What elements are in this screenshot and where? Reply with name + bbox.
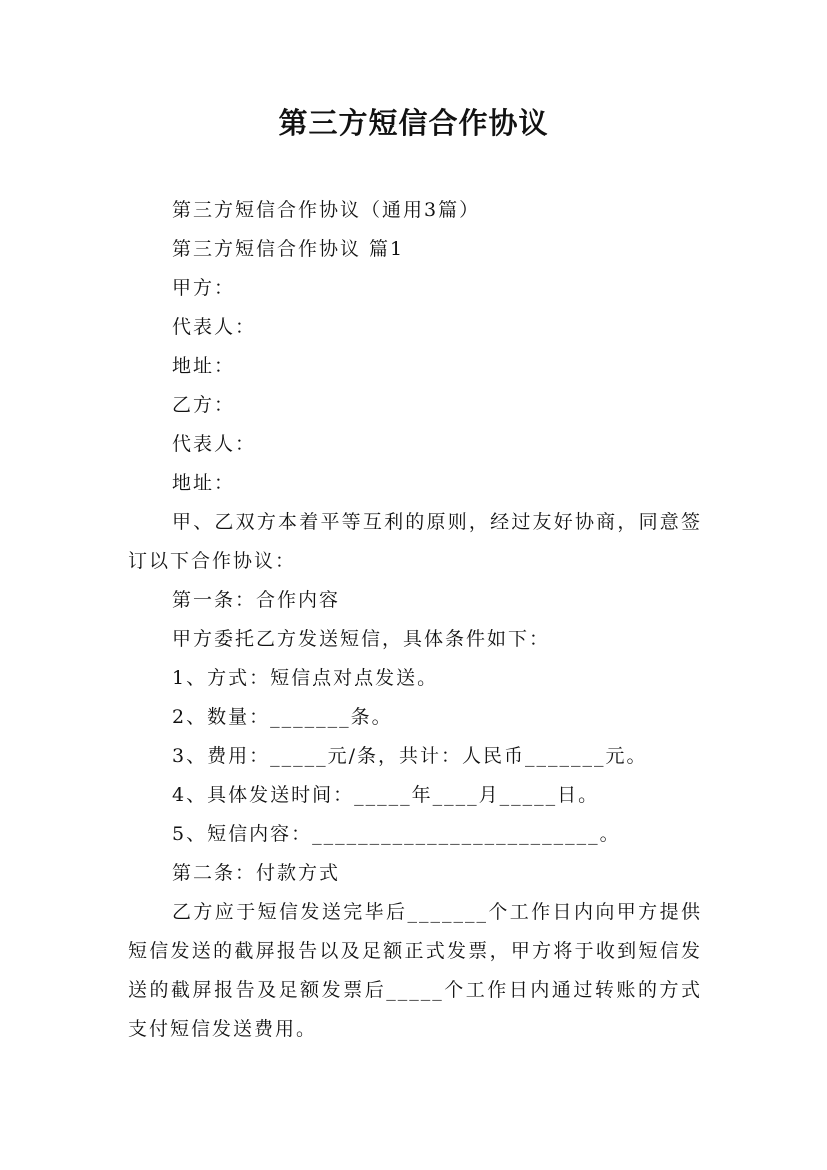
article-two-heading: 第二条：付款方式: [172, 862, 341, 884]
intro-paragraph: 甲、乙双方本着平等互利的原则，经过友好协商，同意签订以下合作协议：: [128, 511, 702, 572]
article-one-heading: 第一条：合作内容: [172, 589, 341, 611]
party-b-label: 乙方：: [172, 394, 236, 416]
party-b-address: 地址：: [172, 472, 236, 494]
section-heading: 第三方短信合作协议 篇1: [172, 238, 405, 260]
document-title: 第三方短信合作协议: [278, 106, 549, 140]
party-a-address: 地址：: [172, 355, 236, 377]
clause-send-time: 4、具体发送时间：_____年____月_____日。: [172, 784, 600, 806]
payment-paragraph: 乙方应于短信发送完毕后_______个工作日内向甲方提供短信发送的截屏报告以及足额正式发票，甲方将于收到短信发送的截屏报告及足额发票后_____个工作日内通过转账的方式支付短信发送费用。: [128, 901, 702, 1040]
clause-fee: 3、费用：_____元/条，共计：人民币_______元。: [172, 745, 648, 767]
document-body: [128, 191, 702, 1049]
party-b-representative: 代表人：: [172, 433, 257, 455]
clause-method: 1、方式：短信点对点发送。: [172, 667, 439, 689]
clause-quantity: 2、数量：_______条。: [172, 706, 393, 728]
party-a-representative: 代表人：: [172, 316, 257, 338]
party-a-label: 甲方：: [172, 277, 236, 299]
subtitle-paragraph: 第三方短信合作协议（通用3篇）: [172, 199, 481, 221]
clause-content: 5、短信内容：_________________________。: [172, 823, 621, 845]
article-one-intro: 甲方委托乙方发送短信，具体条件如下：: [172, 628, 551, 650]
